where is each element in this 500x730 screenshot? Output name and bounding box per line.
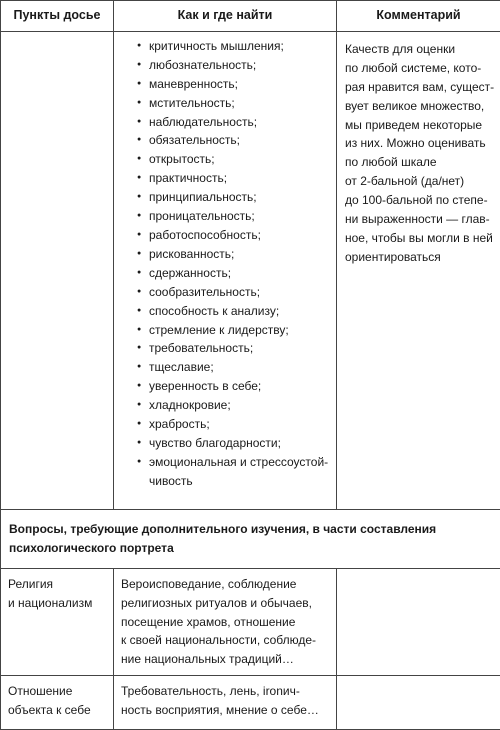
list-item: ● мстительность;	[137, 94, 329, 113]
list-item: ● принципиальность;	[137, 188, 329, 207]
description-cell	[114, 568, 337, 676]
item-label-line: и национализм	[8, 594, 107, 613]
list-item: ● открытость;	[137, 150, 329, 169]
comment-line: рая нравится вам, сущест-	[345, 78, 494, 97]
item-cell	[1, 676, 114, 730]
description-line: Вероисповедание, соблюдение	[121, 575, 330, 594]
table-row-religion	[1, 568, 500, 676]
qualities-list	[115, 33, 335, 495]
list-item: ● критичность мышления;	[137, 37, 329, 56]
comment-cell	[337, 31, 500, 509]
list-item: ● проницательность;	[137, 207, 329, 226]
comment-line: вует великое множество,	[345, 97, 494, 116]
comment-line: по любой шкале	[345, 153, 494, 172]
list-item: ● хладнокровие;	[137, 396, 329, 415]
list-item: ● уверенность в себе;	[137, 377, 329, 396]
list-item: ● сдержанность;	[137, 264, 329, 283]
description-line: религиозных ритуалов и обычаев,	[121, 594, 330, 613]
list-item: ● требовательность;	[137, 339, 329, 358]
description-line: ность восприятия, мнение о себе…	[121, 701, 330, 720]
description-line: Требовательность, лень, ironич-	[121, 682, 330, 701]
item-label-line: Религия	[8, 575, 107, 594]
comment-line: ориентироваться	[345, 248, 494, 267]
comment-line: Качеств для оценки	[345, 40, 494, 59]
item-cell	[1, 568, 114, 676]
list-item: ● наблюдательность;	[137, 113, 329, 132]
comment-line: по любой системе, кото-	[345, 59, 494, 78]
list-item: ● стремление к лидерству;	[137, 321, 329, 340]
list-item: ● любознательность;	[137, 56, 329, 75]
description-line: ние национальных традиций…	[121, 650, 330, 669]
header-dossier-items: Пункты досье	[1, 1, 114, 32]
comment-line: от 2-бальной (да/нет)	[345, 172, 494, 191]
list-item: ● способность к анализу;	[137, 302, 329, 321]
list-item: ● эмоциональная и стрессоустой-	[137, 453, 329, 472]
empty-item-cell	[1, 31, 114, 509]
comment-line: из них. Можно оценивать	[345, 134, 494, 153]
table-row-attitude	[1, 676, 500, 730]
empty-comment-cell	[337, 568, 500, 676]
section-heading	[1, 509, 500, 568]
list-item: ● маневренность;	[137, 75, 329, 94]
comment-line: мы приведем некоторые	[345, 116, 494, 135]
empty-comment-cell	[337, 676, 500, 730]
qualities-row	[1, 31, 500, 509]
list-item: ● сообразительность;	[137, 283, 329, 302]
list-item: ● практичность;	[137, 169, 329, 188]
comment-line: ни выраженности — глав-	[345, 210, 494, 229]
header-how-where-to-find: Как и где найти	[114, 1, 337, 32]
list-item: ● чувство благодарности;	[137, 434, 329, 453]
section-heading-row	[1, 509, 500, 568]
header-comment: Комментарий	[337, 1, 500, 32]
description-line: к своей национальности, соблюде-	[121, 631, 330, 650]
table-header-row	[1, 1, 500, 32]
list-item: ● храбрость;	[137, 415, 329, 434]
item-label-line: объекта к себе	[8, 701, 107, 720]
section-heading-line: психологического портрета	[9, 539, 492, 558]
comment-line: до 100-бальной по степе-	[345, 191, 494, 210]
list-item-continuation: чивость	[137, 472, 329, 491]
list-item: ● рискованность;	[137, 245, 329, 264]
list-item: ● тщеславие;	[137, 358, 329, 377]
section-heading-line: Вопросы, требующие дополнительного изучения, в части составления	[9, 520, 492, 539]
list-item: ● работоспособность;	[137, 226, 329, 245]
comment-line: ное, чтобы вы могли в ней	[345, 229, 494, 248]
description-line: посещение храмов, отношение	[121, 613, 330, 632]
list-item: ● обязательность;	[137, 131, 329, 150]
qualities-cell	[114, 31, 337, 509]
description-cell	[114, 676, 337, 730]
item-label-line: Отношение	[8, 682, 107, 701]
